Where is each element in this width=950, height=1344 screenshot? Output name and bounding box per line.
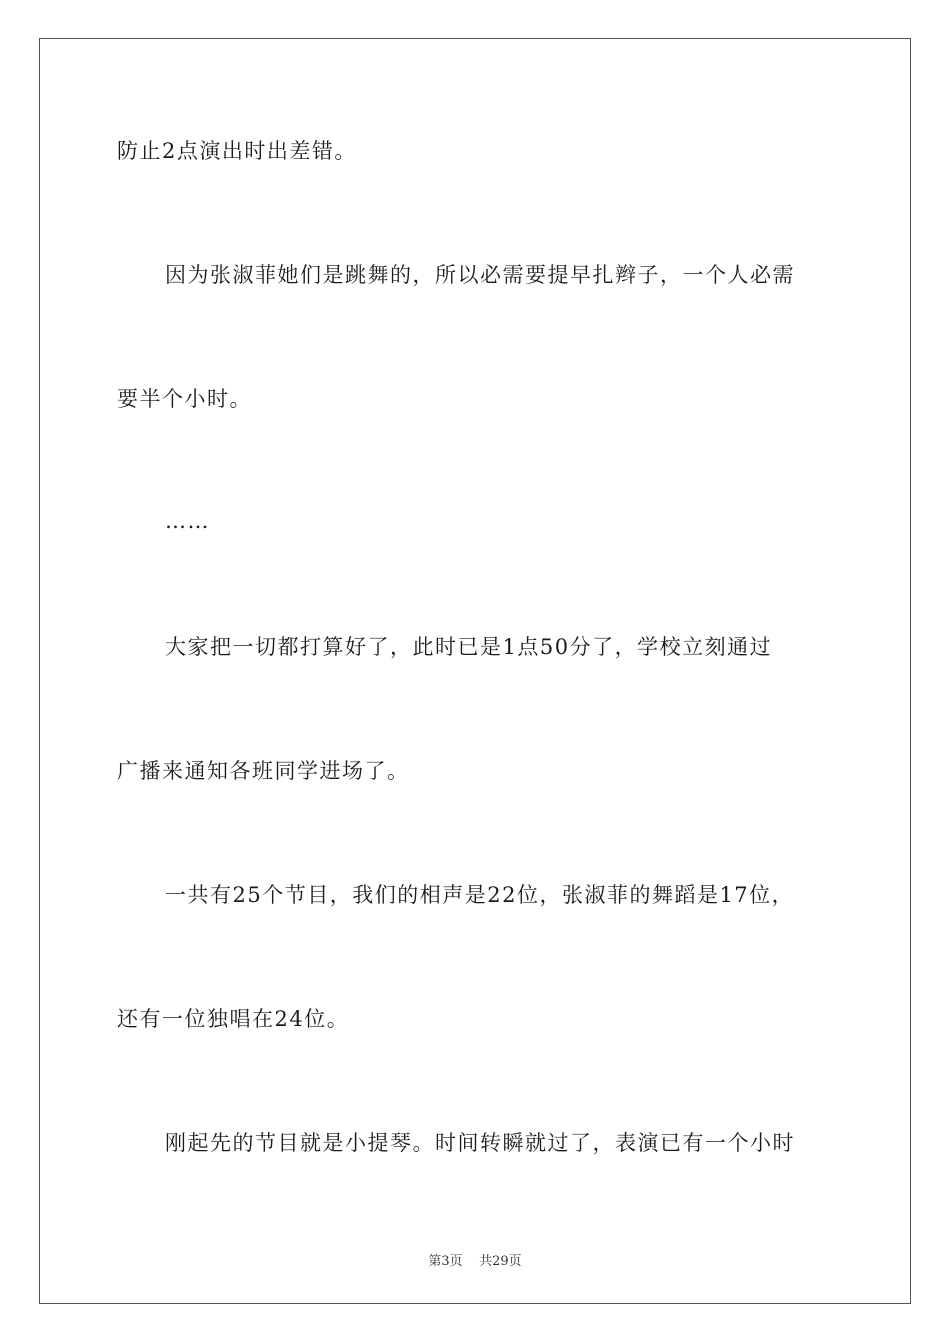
page-number: 第3页 <box>428 1254 463 1269</box>
text-line: 广播来通知各班同学进场了。 <box>117 759 410 783</box>
text-line: 刚起先的节目就是小提琴。时间转瞬就过了，表演已有一个小时 <box>165 1131 795 1155</box>
text-line: 要半个小时。 <box>117 387 252 411</box>
text-line: 还有一位独唱在24位。 <box>117 1007 350 1031</box>
text-line: 防止2点演出时出差错。 <box>117 139 357 163</box>
text-line: 大家把一切都打算好了，此时已是1点50分了，学校立刻通过 <box>165 635 773 659</box>
page-total: 共29页 <box>479 1254 522 1269</box>
text-line: 因为张淑菲她们是跳舞的，所以必需要提早扎辫子，一个人必需 <box>165 263 795 287</box>
text-line: …… <box>165 509 210 533</box>
text-line: 一共有25个节目，我们的相声是22位，张淑菲的舞蹈是17位， <box>165 883 795 907</box>
page-footer <box>0 1250 950 1269</box>
page-frame <box>39 38 911 1304</box>
